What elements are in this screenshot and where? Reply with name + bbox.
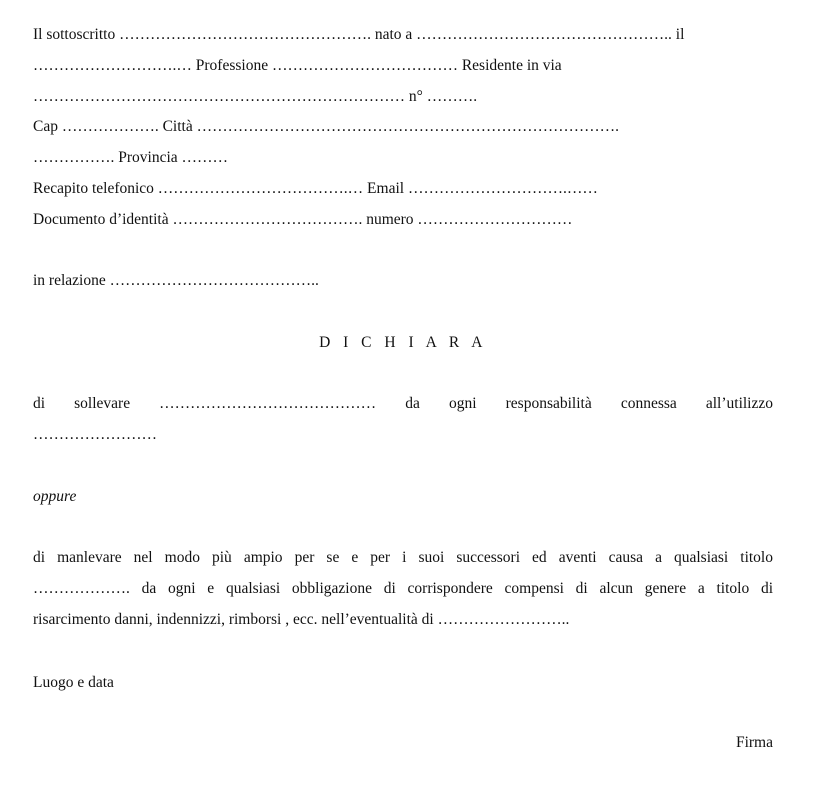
contact-line: Recapito telefonico ……………………………….… Email ………………………….……: [33, 180, 598, 197]
relation-line: in relazione …………………………………..: [33, 272, 319, 289]
address-line: ……………………………………………………………… n° ……….: [33, 88, 478, 105]
profession-line: ……………………….… Professione ……………………………… Residente in via: [33, 57, 562, 74]
postal-city-line: Cap ………………. Città ……………………………………………………………………….: [33, 118, 619, 135]
indemnity-clause-line-3: risarcimento danni, indennizzi, rimborsi , ecc. nell’eventualità di ……………………..: [33, 611, 570, 628]
alternative-label: oppure: [33, 488, 77, 505]
province-line: ……………. Provincia ………: [33, 149, 229, 166]
place-date-label: Luogo e data: [33, 674, 114, 691]
declarant-name-line: Il sottoscritto …………………………………………. nato a ………………………………………….. il: [33, 26, 685, 43]
signature-label: Firma: [735, 734, 773, 751]
indemnity-clause-line-2: ………………. da ogni e qualsiasi obbligazione di corrispondere compensi di alcun genere a titolo di: [33, 580, 773, 597]
release-clause-line-2: ……………………: [33, 426, 157, 443]
declaration-title: D I C H I A R A: [319, 334, 487, 351]
identity-document-line: Documento d’identità ………………………………. numero …………………………: [33, 211, 573, 228]
release-clause-line-1: di sollevare …………………………………… da ogni responsabilità connessa all’utilizzo: [33, 395, 773, 412]
indemnity-clause-line-1: di manlevare nel modo più ampio per se e per i suoi successori ed aventi causa a qualsiasi titolo: [33, 549, 773, 566]
